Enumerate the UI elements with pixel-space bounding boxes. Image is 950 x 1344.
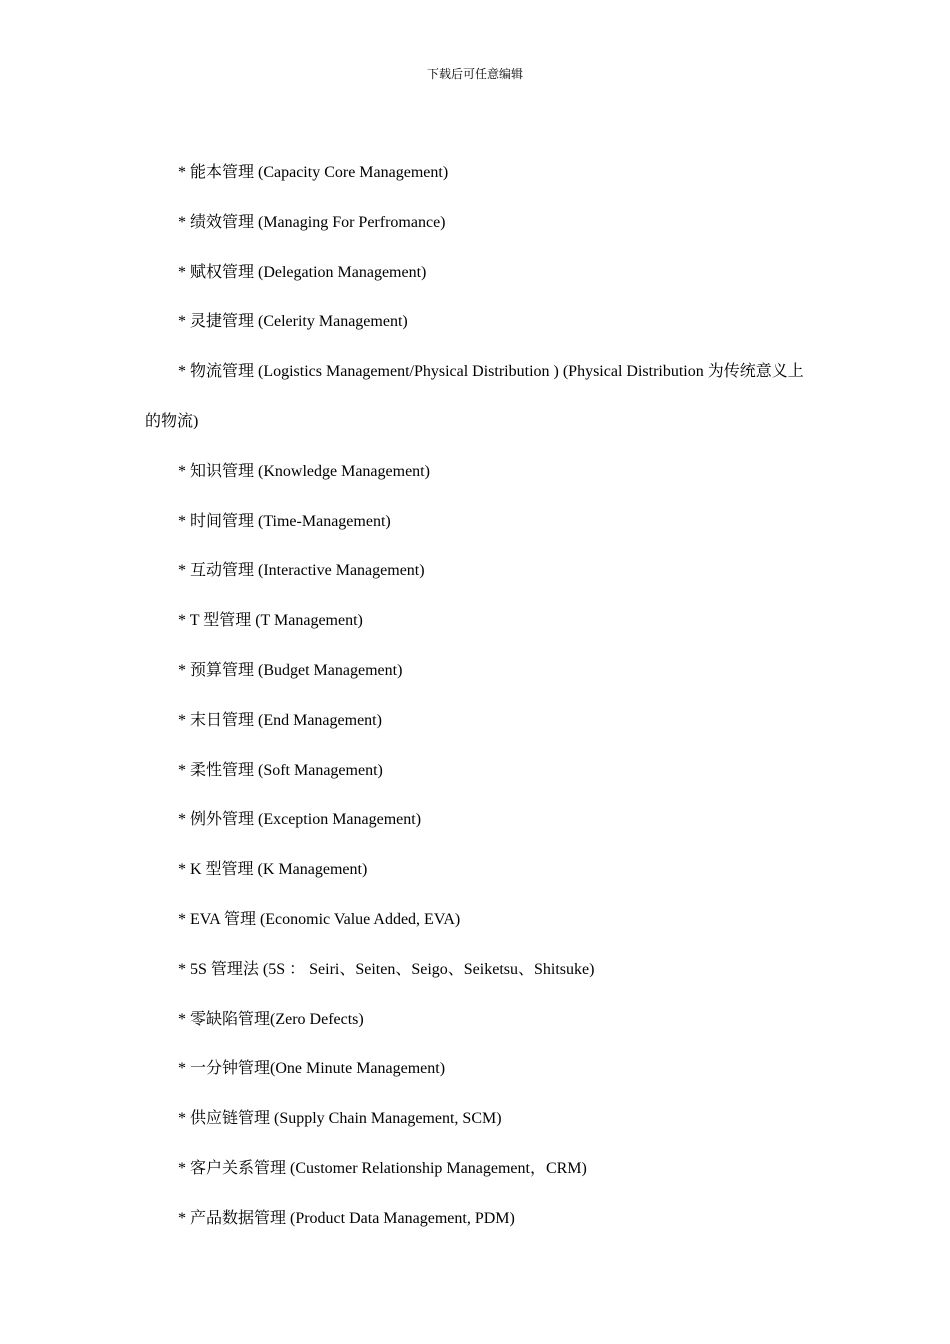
list-item: * EVA 管理 (Economic Value Added, EVA) — [178, 910, 461, 928]
list-item: * 预算管理 (Budget Management) — [178, 661, 403, 679]
list-item: * K 型管理 (K Management) — [178, 861, 368, 879]
list-item: * 物流管理 (Logistics Management/Physical Distribution ) (Physical Distribution 为传统意义上的物流) — [145, 363, 804, 430]
list-item: * 一分钟管理(One Minute Management) — [178, 1060, 446, 1078]
list-item: * T 型管理 (T Management) — [178, 612, 363, 630]
document-body — [145, 148, 805, 1244]
list-item: * 柔性管理 (Soft Management) — [178, 761, 383, 779]
list-item: * 知识管理 (Knowledge Management) — [178, 462, 430, 480]
list-item: * 例外管理 (Exception Management) — [178, 811, 422, 829]
list-item: * 时间管理 (Time-Management) — [178, 512, 391, 530]
list-item: * 互动管理 (Interactive Management) — [178, 562, 425, 580]
list-item: * 能本管理 (Capacity Core Management) — [178, 164, 449, 181]
list-item: * 5S 管理法 (5S ： Seiri、Seiten、Seigo、Seiketsu、Shitsuke) — [178, 960, 595, 978]
list-item: * 客户关系管理 (Customer Relationship Management，CRM) — [178, 1159, 587, 1177]
list-item: * 绩效管理 (Managing For Perfromance) — [178, 213, 446, 231]
list-item: * 产品数据管理 (Product Data Management, PDM) — [178, 1209, 515, 1227]
list-item: * 灵捷管理 (Celerity Management) — [178, 313, 408, 331]
list-item: * 赋权管理 (Delegation Management) — [178, 263, 427, 281]
list-item: * 末日管理 (End Management) — [178, 711, 382, 729]
list-item: * 零缺陷管理(Zero Defects) — [178, 1010, 364, 1028]
list-item: * 供应链管理 (Supply Chain Management, SCM) — [178, 1110, 502, 1128]
page-header: 下载后可任意编辑 — [426, 67, 523, 81]
